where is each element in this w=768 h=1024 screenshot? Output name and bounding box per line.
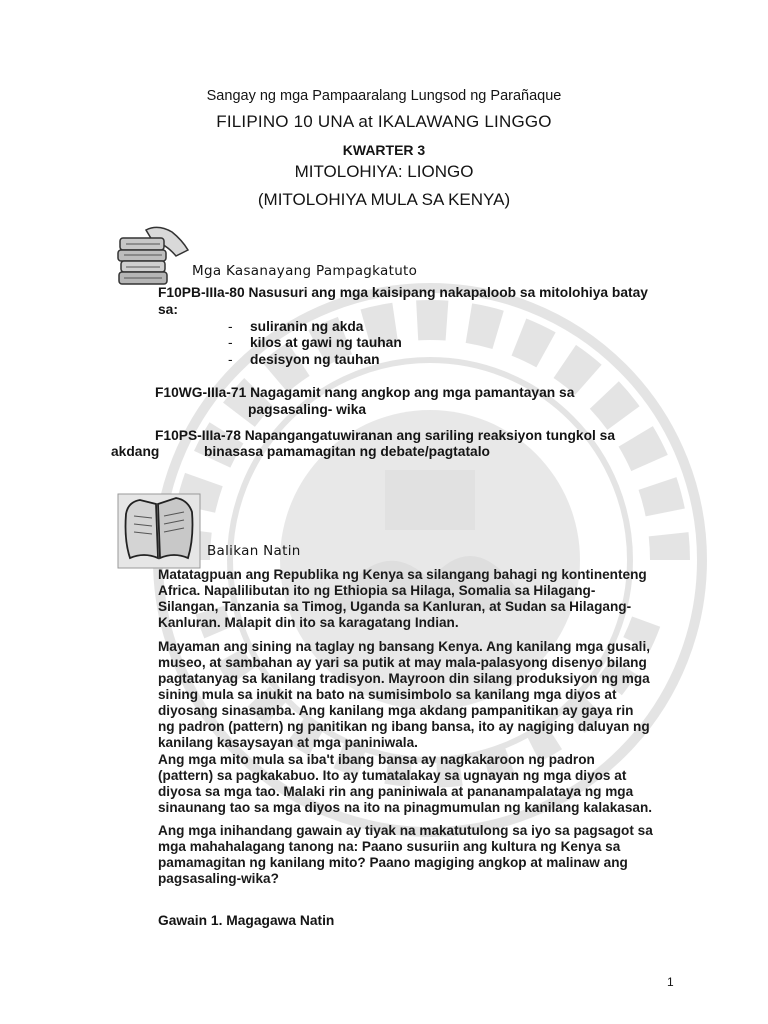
paragraph-line: museo, at sambahan ay yari sa putik at may mala-palasyong disenyo bilang (158, 655, 647, 670)
paragraph-line: Kanluran. Malapit din ito sa karagatang Indian. (158, 615, 459, 630)
paragraph-line: sinaunang tao sa mga diyos na ito na pinagmumulan ng kanilang kalakasan. (158, 800, 653, 815)
myth-title: MITOLOHIYA: LIONGO (294, 162, 474, 181)
paragraph-2 (158, 639, 678, 751)
paragraph-1 (158, 567, 678, 631)
page-number: 1 (667, 975, 674, 989)
myth-subtitle: (MITOLOHIYA MULA SA KENYA) (257, 190, 511, 209)
bullet-item: desisyon ng tauhan (250, 352, 380, 367)
paragraph-line: sining mula sa inukit na bato na sumisimbolo sa kanilang mga diyos at (158, 687, 617, 702)
paragraph-line: (pattern) sa pagkakabuo. Ito ay tumatalakay sa ugnayan ng mga diyos at (158, 768, 627, 783)
bullet-dash: - (228, 335, 233, 350)
paragraph-4 (158, 823, 678, 887)
paragraph-line: mga mahahalagang tanong na: Paano susuriin ang kultura ng Kenya sa (158, 839, 621, 854)
competency-3-line2b: binasasa pamamagitan ng debate/pagtatalo (204, 444, 490, 459)
paragraph-line: Africa. Napalilibutan ito ng Ethiopia sa Hilaga, Somalia sa Hilagang- (158, 583, 596, 598)
paragraph-line: pagsasaling-wika? (158, 871, 279, 886)
paragraph-line: pamamagitan ng kanilang mito? Paano magiging angkop at malinaw ang (158, 855, 628, 870)
paragraph-line: Matatagpuan ang Republika ng Kenya sa silangang bahagi ng kontinenteng (158, 567, 647, 582)
bullet-dash: - (228, 352, 233, 367)
bullet-dash: - (228, 319, 233, 334)
competency-1-line1: F10PB-IIIa-80 Nasusuri ang mga kaisipang nakapaloob sa mitolohiya batay (158, 285, 648, 300)
review-heading: Balikan Natin (207, 543, 301, 559)
competency-3-line1: F10PS-IIIa-78 Napangangatuwiranan ang sariling reaksiyon tungkol sa (155, 428, 616, 443)
division-header: Sangay ng mga Pampaaralang Lungsod ng Parañaque (206, 88, 562, 104)
bullet-item: kilos at gawi ng tauhan (250, 335, 402, 350)
paragraph-line: diyosa sa mga tao. Malaki rin ang paniniwala at pananampalataya ng mga (158, 784, 634, 799)
paragraph-line: Ang mga mito mula sa iba't ibang bansa ay nagkakaroon ng padron (158, 752, 595, 767)
bullet-item: suliranin ng akda (250, 319, 364, 334)
document-title: FILIPINO 10 UNA at IKALAWANG LINGGO (216, 112, 552, 131)
paragraph-line: Mayaman ang sining na taglay ng bansang Kenya. Ang kanilang mga gusali, (158, 639, 650, 654)
stacked-books-icon (112, 222, 194, 288)
paragraph-line: Silangan, Tanzania sa Timog, Uganda sa Kanluran, at Sudan sa Hilagang- (158, 599, 632, 614)
competency-1-line2: sa: (158, 302, 178, 317)
competencies-heading: Mga Kasanayang Pampagkatuto (192, 263, 418, 279)
paragraph-line: pagtatanyag sa kanilang tradisyon. Mayroon din silang produksiyon ng mga (158, 671, 650, 686)
competency-2-line2: pagsasaling- wika (248, 402, 367, 417)
open-book-icon (116, 492, 202, 570)
activity-heading: Gawain 1. Magagawa Natin (158, 913, 335, 928)
paragraph-line: kanilang kasaysayan at mga paniniwala. (158, 735, 418, 750)
competency-2-line1: F10WG-IIIa-71 Nagagamit nang angkop ang mga pamantayan sa (155, 385, 575, 400)
competency-3-line2a: akdang (111, 444, 160, 459)
paragraph-3 (158, 752, 678, 816)
paragraph-line: ng padron (pattern) ng panitikan ng ibang bansa, ito ay nagiging daluyan ng (158, 719, 650, 734)
paragraph-line: Ang mga inihandang gawain ay tiyak na makatutulong sa iyo sa pagsagot sa (158, 823, 653, 838)
quarter-label: KWARTER 3 (342, 142, 426, 158)
paragraph-line: diyosang sinasamba. Ang kanilang mga akdang pampanitikan ay gaya rin (158, 703, 634, 718)
